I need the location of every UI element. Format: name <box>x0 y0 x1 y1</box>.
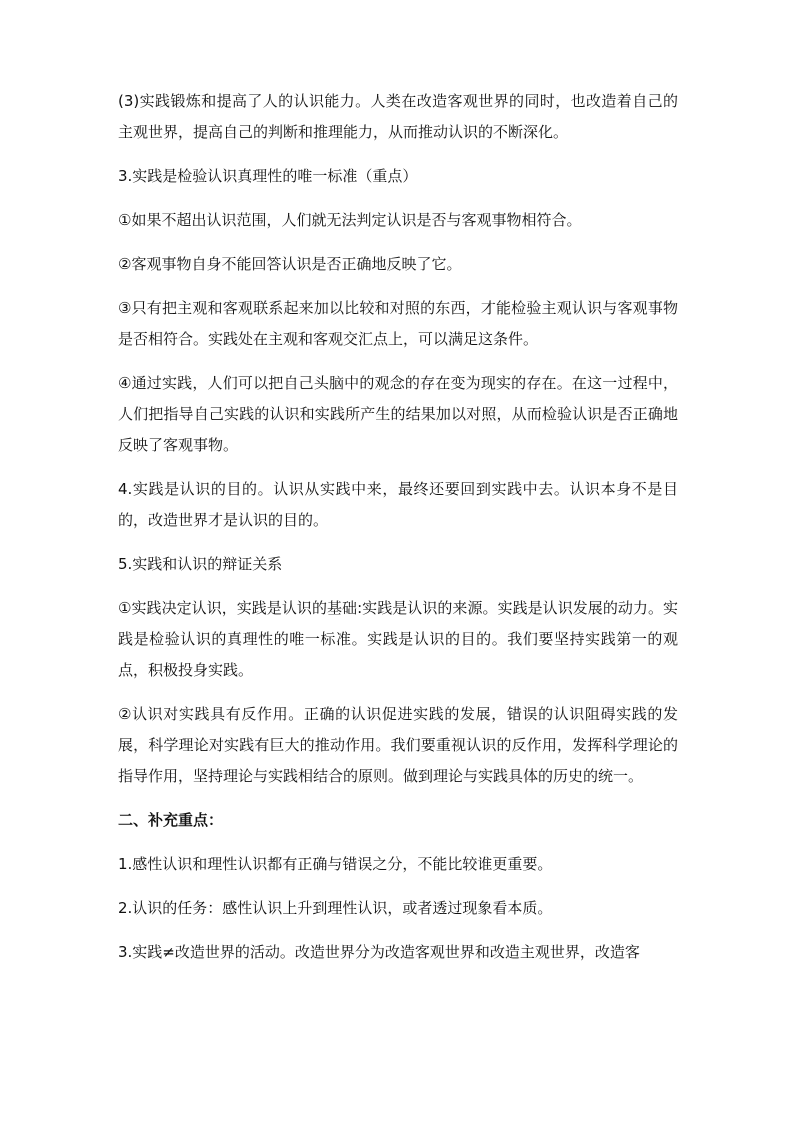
paragraph-practice-purpose: 4.实践是认识的目的。认识从实践中来，最终还要回到实践中去。认识本身不是目的，改造世界才是认识的目的。 <box>118 480 678 529</box>
supplement-item-2: 2.认识的任务：感性认识上升到理性认识，或者透过现象看本质。 <box>118 899 553 917</box>
list-item-practice-determines: ①实践决定认识，实践是认识的基础:实践是认识的来源。实践是认识发展的动力。实践是检验认识的真理性的唯一标准。实践是认识的目的。我们要坚持实践第一的观点，积极投身实践。 <box>118 599 678 679</box>
heading-dialectical-relation: 5.实践和认识的辩证关系 <box>118 555 283 573</box>
list-item-3: ③只有把主观和客观联系起来加以比较和对照的东西，才能检验主观认识与客观事物是否相符合。实践处在主观和客观交汇点上，可以满足这条件。 <box>118 299 678 348</box>
list-item-4: ④通过实践，人们可以把自己头脑中的观念的存在变为现实的存在。在这一过程中，人们把指导自己实践的认识和实践所产生的结果加以对照，从而检验认识是否正确地反映了客观事物。 <box>118 374 678 454</box>
list-item-cognition-reacts: ②认识对实践具有反作用。正确的认识促进实践的发展，错误的认识阻碍实践的发展，科学理论对实践有巨大的推动作用。我们要重视认识的反作用，发挥科学理论的指导作用，坚持理论与实践相结合的原则。做到理论与实践具体的历史的统一。 <box>118 705 678 785</box>
list-item-1: ①如果不超出认识范围，人们就无法判定认识是否与客观事物相符合。 <box>118 211 582 229</box>
section-heading-supplement: 二、补充重点： <box>118 811 224 829</box>
supplement-item-3: 3.实践≠改造世界的活动。改造世界分为改造客观世界和改造主观世界，改造客 <box>118 943 640 961</box>
list-item-2: ②客观事物自身不能回答认识是否正确地反映了它。 <box>118 255 462 273</box>
document-page <box>118 86 678 981</box>
supplement-item-1: 1.感性认识和理性认识都有正确与错误之分，不能比较谁更重要。 <box>118 855 553 873</box>
paragraph-practice-improves-ability: (3)实践锻炼和提高了人的认识能力。人类在改造客观世界的同时，也改造着自己的主观世界，提高自己的判断和推理能力，从而推动认识的不断深化。 <box>118 92 678 141</box>
heading-practice-sole-criterion: 3.实践是检验认识真理性的唯一标准（重点） <box>118 167 418 185</box>
